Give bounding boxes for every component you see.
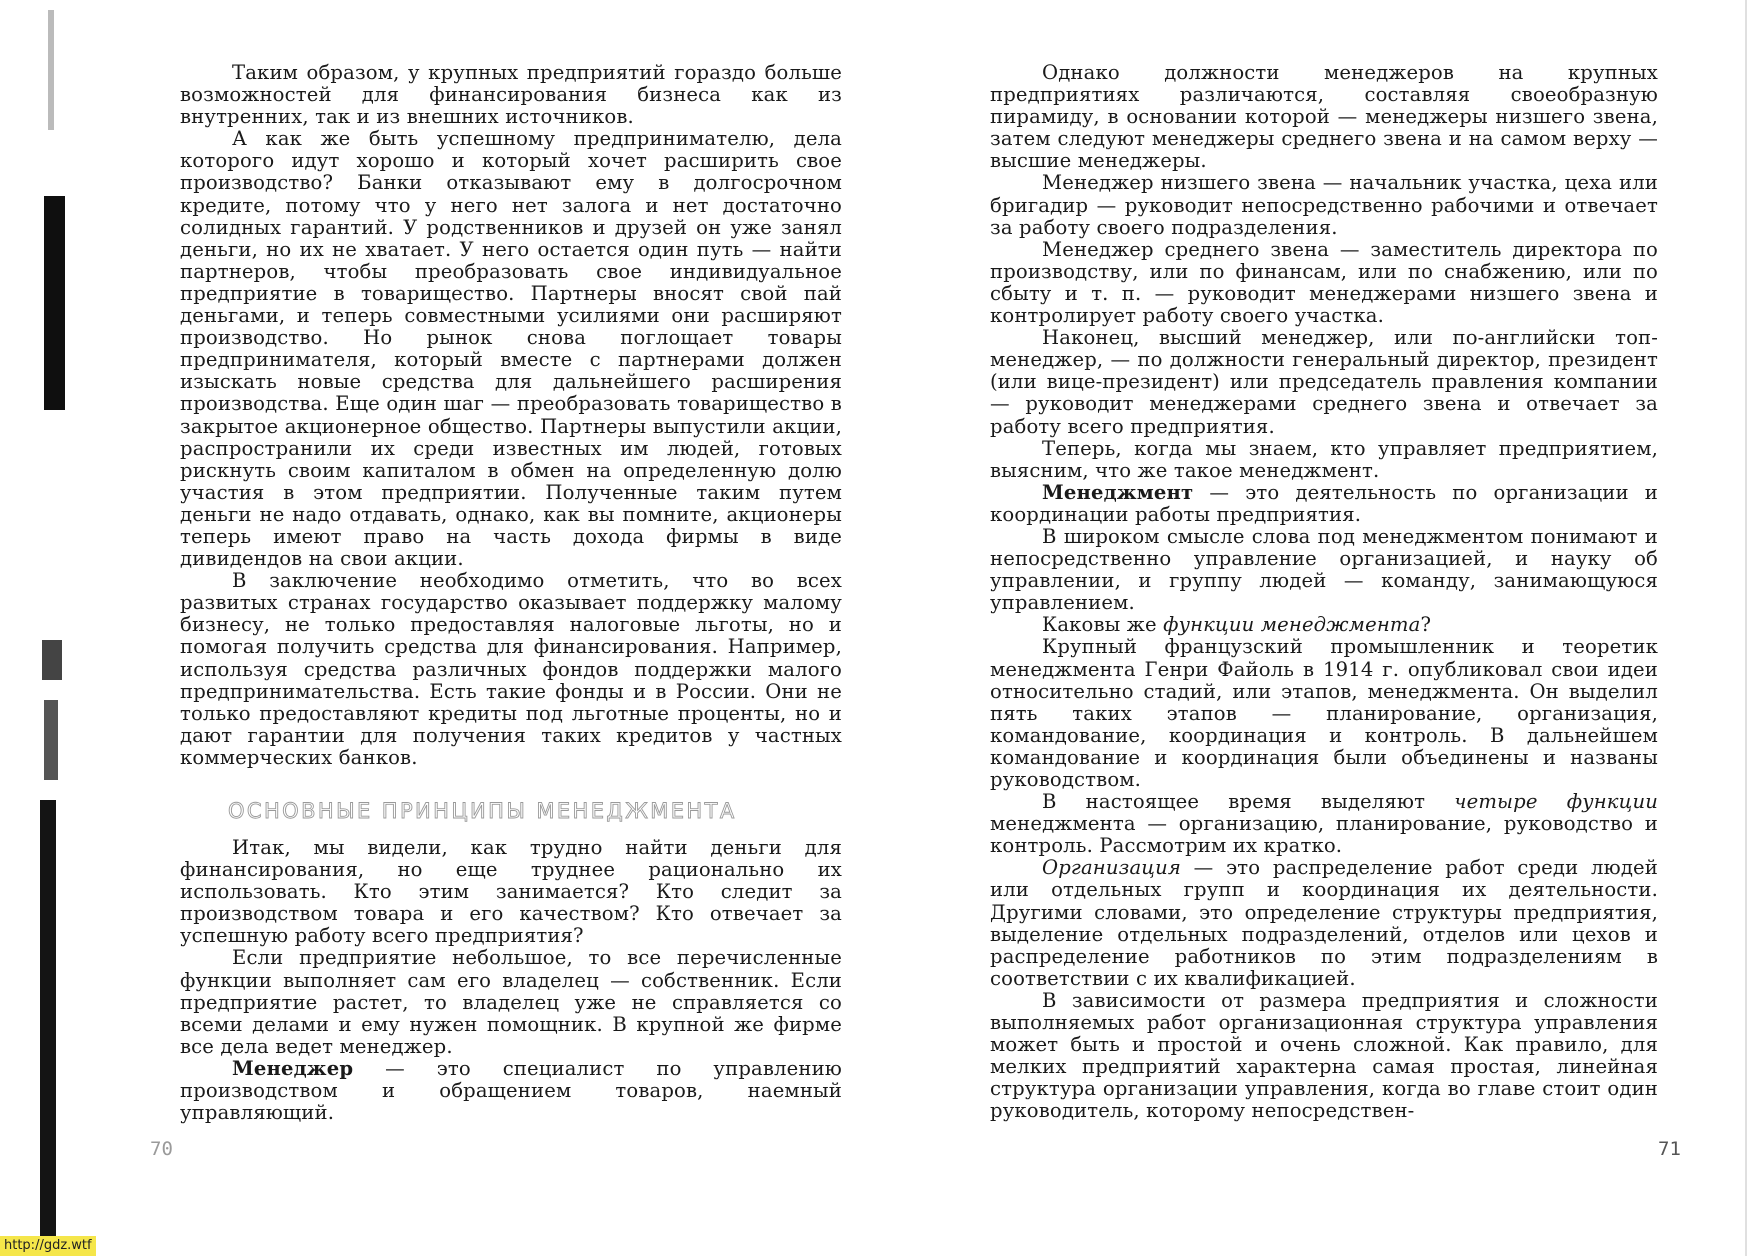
scan-edge-bar-top: [44, 196, 65, 410]
paragraph: Крупный французский промышленник и теоретик менеджмента Генри Файоль в 1914 г. опубликовал свои идеи относительно стадий, или этапов, менеджмента. Он выделил пять таких этапов — планирование, организация, командование, координация и контроль. В дальнейшем командование и координация были объединены и названы руководством.: [990, 635, 1658, 791]
paragraph: А как же быть успешному предпринимателю, дела которого идут хорошо и который хочет расширить свое производство? Банки отказывают ему в долгосрочном кредите, потому что у него нет залога и нет достаточно солидных гарантий. У родственников и друзей он уже занял деньги, но их не хватает. У него остается один путь — найти партнеров, чтобы преобразовать свое индивидуальное предприятие в товарищество. Партнеры вносят свой пай деньгами, и теперь совместными усилиями они расширяют производство. Но рынок снова поглощает товары предпринимателя, который вместе с партнерами должен изыскать новые средства для дальнейшего расширения производства. Еще один шаг — преобразовать товарищество в закрытое акционерное общество. Партнеры выпустили акции, распространили их среди известных им людей, готовых рискнуть своим капиталом в обмен на определенную долю участия в этом предприятии. Полученные таким путем деньги не надо отдавать, однако, как вы помните, акционеры теперь имеют право на часть дохода фирмы в виде дивидендов на свои акции.: [180, 127, 842, 571]
manager-definition-text: — это специалист по управлению производством и обращением товаров, наемный управляющий.: [180, 1056, 842, 1125]
scan-speckle: [44, 700, 58, 780]
paragraph: [990, 791, 1658, 857]
paragraph: [990, 614, 1658, 636]
management-definition-text: — это деятельность по организации и координации работы предприятия.: [990, 480, 1658, 526]
text-run: менеджмента — организацию, планирование, руководство и контроль. Рассмотрим их кратко.: [990, 812, 1658, 858]
management-term: Менеджмент: [1042, 480, 1194, 504]
paragraph: Если предприятие небольшое, то все перечисленные функции выполняет сам его владелец — собственник. Если предприятие растет, то владелец уже не справляется со всеми делами и ему нужен помощник. В крупной же фирме все дела ведет менеджер.: [180, 946, 842, 1058]
manager-definition: [180, 1058, 842, 1124]
watermark-link[interactable]: http://gdz.wtf: [0, 1236, 96, 1256]
paragraph: Таким образом, у крупных предприятий гораздо больше возможностей для финансирования бизнеса как из внутренних, так и из внешних источников.: [180, 61, 842, 129]
text-run: В настоящее время выделяют: [1042, 790, 1455, 814]
italic-term: функции менеджмента: [1163, 613, 1421, 637]
scan-speckle: [48, 10, 54, 130]
italic-term: четыре функции: [1454, 790, 1658, 814]
paragraph: В заключение необходимо отметить, что во всех развитых странах государство оказывает поддержку малому бизнесу, не только предоставляя налоговые льготы, но и помогая получить средства для финансирования. Например, используя средства различных фондов поддержки малого предпринимательства. Есть такие фонды и в России. Они не только предоставляют кредиты под льготные проценты, но и дают гарантии для получения таких кредитов у частных коммерческих банков.: [180, 569, 842, 769]
paragraph: Менеджер низшего звена — начальник участка, цеха или бригадир — руководит непосредственно рабочими и отвечает за работу своего подразделения.: [990, 171, 1658, 239]
left-page: [180, 62, 842, 1124]
page-number-right: 71: [1658, 1138, 1681, 1160]
manager-term: Менеджер: [232, 1056, 354, 1080]
paragraph: Менеджер среднего звена — заместитель директора по производству, или по финансам, или по снабжению, или по сбыту и т. п. — руководит менеджерами низшего звена и контролирует работу своего участка.: [990, 237, 1658, 328]
paragraph: [990, 857, 1658, 990]
text-run: Каковы же: [1042, 613, 1164, 637]
text-run: ?: [1420, 613, 1432, 637]
page-edge: [1745, 0, 1747, 1256]
management-definition: [990, 482, 1658, 526]
paragraph: Теперь, когда мы знаем, кто управляет предприятием, выясним, что же такое менеджмент.: [990, 436, 1658, 482]
paragraph: Однако должности менеджеров на крупных предприятиях различаются, составляя своеобразную пирамиду, в основании которой — менеджеры низшего звена, затем следуют менеджеры среднего звена и на самом верху — высшие менеджеры.: [990, 61, 1658, 173]
text-run: — это распределение работ среди людей или отдельных групп и координация их деятельности. Другими словами, это определение структуры предприятия, выделение отдельных подразделений, отделов или цехов и распределение работников по этим подразделениям в соответствии с их квалификацией.: [990, 856, 1658, 990]
page-number-left: 70: [150, 1138, 173, 1160]
scan-edge-bar-bottom: [40, 800, 56, 1236]
paragraph: В зависимости от размера предприятия и сложности выполняемых работ организационная структура управления может быть и простой и очень сложной. Как правило, для мелких предприятий характерна самая простая, линейная структура организации управления, когда во главе стоит один руководитель, которому непосредствен-: [990, 988, 1658, 1123]
paragraph: Наконец, высший менеджер, или по-английски топ-менеджер, — по должности генеральный директор, президент (или вице-президент) или председатель правления компании — руководит менеджерами среднего звена и отвечает за работу всего предприятия.: [990, 326, 1658, 438]
paragraph: Итак, мы видели, как трудно найти деньги для финансирования, но еще труднее рационально их использовать. Кто этим занимается? Кто следит за производством товара и его качеством? Кто отвечает за успешную работу всего предприятия?: [180, 836, 842, 948]
right-page: [990, 62, 1658, 1123]
scan-speckle: [42, 640, 62, 680]
italic-term: Организация: [1042, 856, 1181, 880]
paragraph: В широком смысле слова под менеджментом понимают и непосредственно управление организацией, и науку об управлении, и группу людей — команду, занимающуюся управлением.: [990, 524, 1658, 615]
section-heading: ОСНОВНЫЕ ПРИНЦИПЫ МЕНЕДЖМЕНТА: [228, 799, 737, 823]
